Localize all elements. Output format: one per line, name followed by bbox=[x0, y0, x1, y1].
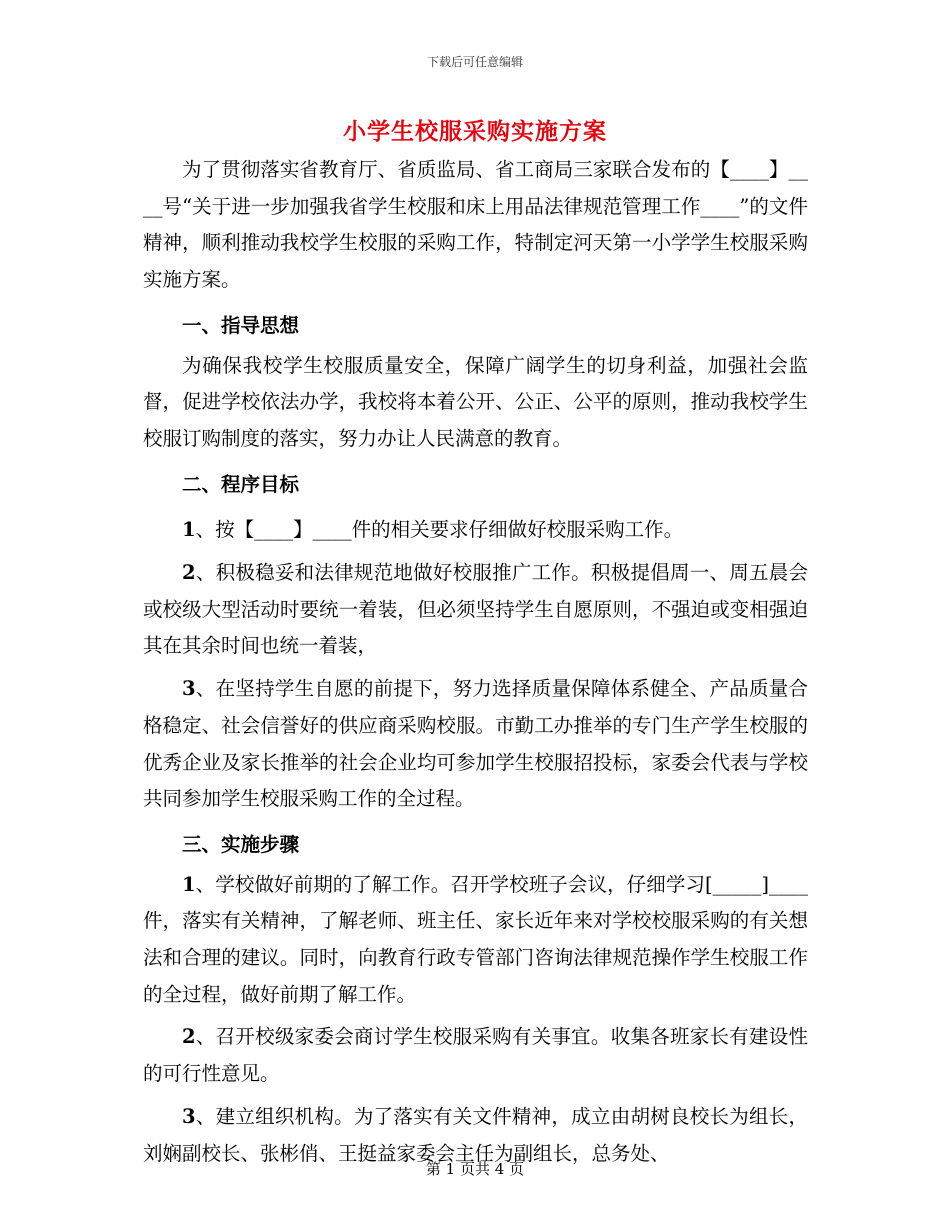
paragraph-text: 为确保我校学生校服质量安全，保障广阔学生的切身利益，加强社会监督，促进学校依法办学，我校将本着公开、公正、公平的原则，推动我校学生校服订购制度的落实，努力办让人民满意的教育。 bbox=[143, 353, 808, 450]
paragraph-number: 3 bbox=[182, 1104, 196, 1128]
section-2-item-2 bbox=[143, 555, 808, 665]
paragraph-text: 、在坚持学生自愿的前提下，努力选择质量保障体系健全、产品质量合格稳定、社会信誉好的供应商采购校服。市勤工办推举的专门生产学生校服的优秀企业及家长推举的社会企业均可参加学生校服招投标，家委会代表与学校共同参加学生校服采购工作的全过程。 bbox=[143, 677, 808, 811]
paragraph-number: 1 bbox=[182, 518, 196, 542]
paragraph-number: 2 bbox=[182, 1025, 196, 1049]
section-heading-guiding-ideology: 一、指导思想 bbox=[182, 313, 300, 337]
document-body bbox=[143, 152, 808, 1172]
section-2-item-3 bbox=[143, 671, 808, 818]
paragraph-text: 、学校做好前期的了解工作。召开学校班子会议，仔细学习[_____]____件，落实有关精神，了解老师、班主任、家长近年来对学校校服采购的有关想法和合理的建议。同时，向教育行政专管部门咨询法律规范操作学生校服工作的全过程，做好前期了解工作。 bbox=[143, 872, 808, 1006]
paragraph-text: 、召开校级家委会商讨学生校服采购有关事宜。收集各班家长有建设性的可行性意见。 bbox=[143, 1025, 808, 1086]
intro-paragraph: 为了贯彻落实省教育厅、省质监局、省工商局三家联合发布的【____】____号“关于进一步加强我省学生校服和床上用品法律规范管理工作____”的文件精神，顺利推动我校学生校服的采购工作，特制定河天第一小学学生校服采购实施方案。 bbox=[143, 158, 808, 292]
paragraph-number: 1 bbox=[182, 872, 196, 896]
page-number-footer: 第 1 页共 4 页 bbox=[425, 1160, 525, 1178]
paragraph-number: 3 bbox=[182, 677, 196, 701]
paragraph-number: 2 bbox=[182, 561, 196, 585]
section-3-item-1 bbox=[143, 867, 808, 1014]
paragraph-text: 、按【____】____件的相关要求仔细做好校服采购工作。 bbox=[195, 518, 684, 542]
document-title: 小学生校服采购实施方案 bbox=[343, 118, 607, 145]
section-2-item-1 bbox=[143, 512, 808, 549]
section-1-paragraph bbox=[143, 348, 808, 458]
paragraph-text: 、积极稳妥和法律规范地做好校服推广工作。积极提倡周一、周五晨会或校级大型活动时要统一着装，但必须坚持学生自愿原则，不强迫或变相强迫其在其余时间也统一着装， bbox=[143, 561, 808, 658]
page-header-note: 下载后可任意编辑 bbox=[426, 55, 523, 69]
section-heading-implementation-steps: 三、实施步骤 bbox=[182, 832, 300, 856]
section-3-item-2 bbox=[143, 1019, 808, 1092]
section-heading-procedure-goals: 二、程序目标 bbox=[182, 472, 300, 496]
paragraph-text: 、建立组织机构。为了落实有关文件精神，成立由胡树良校长为组长，刘娴副校长、张彬俏、王挺益家委会主任为副组长，总务处、 bbox=[143, 1104, 808, 1165]
